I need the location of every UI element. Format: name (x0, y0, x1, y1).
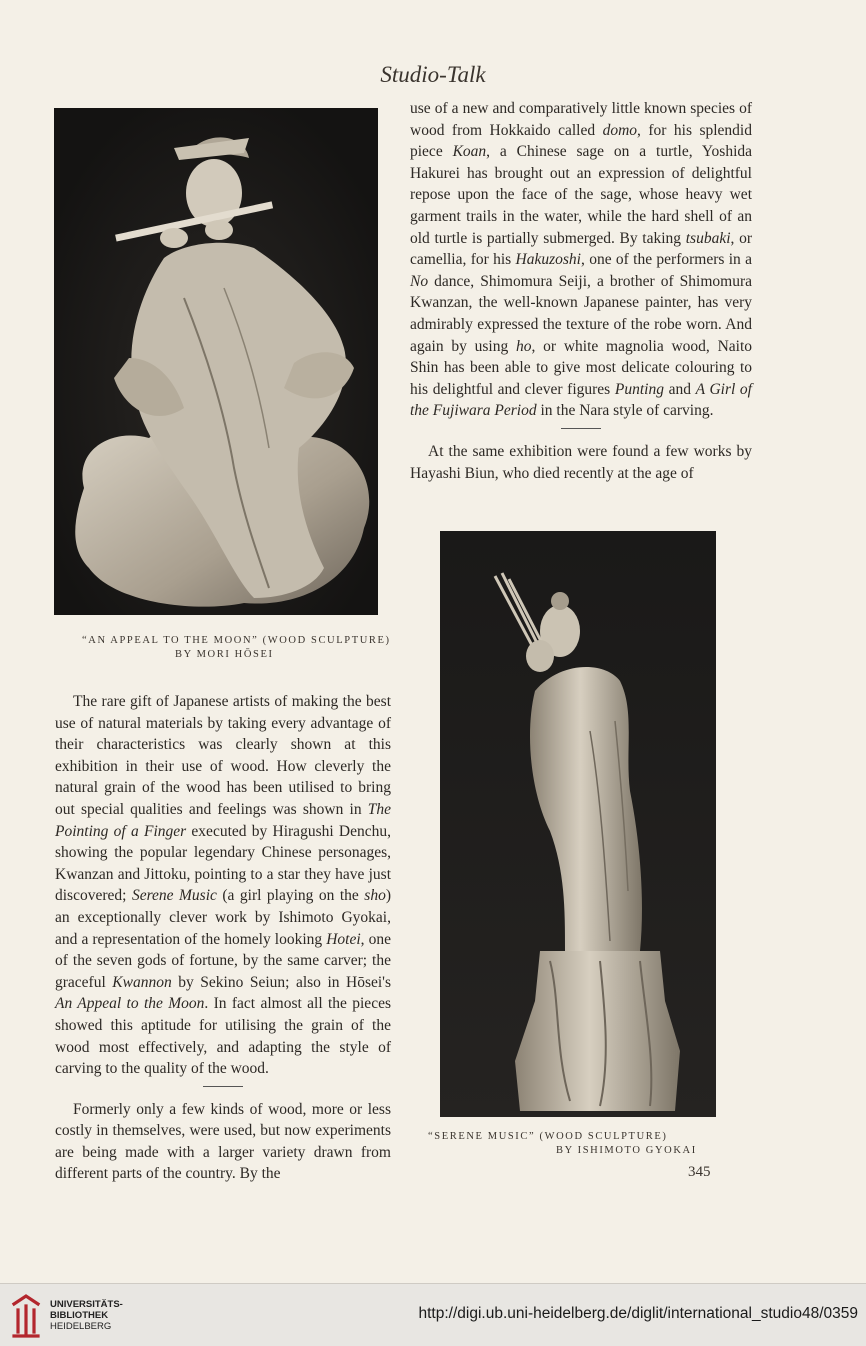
plate-caption-left (82, 634, 391, 662)
paragraph: At the same exhibition were found a few works by Hayashi Biun, who died recently at the age of (410, 442, 752, 482)
caption-title: “SERENE MUSIC” (WOOD SCULPTURE) (428, 1131, 668, 1142)
library-footer-bar (0, 1283, 866, 1346)
section-divider (561, 428, 601, 429)
institution-name: UNIVERSITÄTS- BIBLIOTHEK HEIDELBERG (50, 1299, 123, 1332)
section-divider (203, 1086, 243, 1087)
caption-artist: BY ISHIMOTO GYOKAI (556, 1145, 697, 1156)
university-library-logo-icon (10, 1292, 42, 1338)
running-header: Studio-Talk (380, 62, 486, 87)
caption-artist: BY MORI HŌSEI (175, 649, 274, 660)
sculpture-photo-serene-music (440, 531, 716, 1117)
paragraph: Formerly only a few kinds of wood, more or less costly in themselves, were used, but now experiments are being made with a larger variety drawn from different parts of the country. By the (55, 1100, 391, 1183)
page-number: 345 (688, 1164, 711, 1180)
left-column-text (55, 691, 391, 1185)
right-column-text (410, 98, 752, 484)
sculpture-photo-appeal-to-the-moon (54, 108, 378, 615)
plate-caption-right (428, 1130, 697, 1158)
paragraph: use of a new and comparatively little known species of wood from Hokkaido called domo, for his splendid piece Koan, a Chinese sage on a turtle, Yoshida Hakurei has brought out an expression of delightful repose upon the face of the sage, whose heavy wet garment trails in the water, while the hard shell of an old turtle is partially submerged. By taking tsubaki, or camellia, for his Hakuzoshi, one of the performers in a No dance, Shimomura Seiji, a brother of Shimomura Kwanzan, the well-known Japanese painter, has very admirably expressed the texture of the robe worn. And again by using ho, or white magnolia wood, Naito Shin has been able to give most delicate colouring to his delightful and clever figures Punting and A Girl of the Fujiwara Period in the Nara style of carving. (410, 100, 753, 420)
caption-title: “AN APPEAL TO THE MOON” (WOOD SCULPTURE) (82, 635, 391, 646)
source-url-link[interactable]: http://digi.ub.uni-heidelberg.de/diglit/international_studio48/0359 (418, 1305, 858, 1322)
paragraph: The rare gift of Japanese artists of making the best use of natural materials by taking every advantage of their characteristics was clearly shown at this exhibition in their use of wood. How cleverly the natural grain of the wood has been utilised to bring out special qualities and feelings was shown in The Pointing of a Finger executed by Hiragushi Denchu, showing the popular legendary Chinese personages, Kwanzan and Jittoku, pointing to a star they have just discovered; Serene Music (a girl playing on the sho) an exceptionally clever work by Ishimoto Gyokai, and a representation of the homely looking Hotei, one of the seven gods of fortune, by the same carver; the graceful Kwannon by Sekino Seiun; also in Hōsei's An Appeal to the Moon. In fact almost all the pieces showed this aptitude for utilising the grain of the wood most effectively, and adapting the style of carving to the quality of the wood. (55, 693, 392, 1078)
